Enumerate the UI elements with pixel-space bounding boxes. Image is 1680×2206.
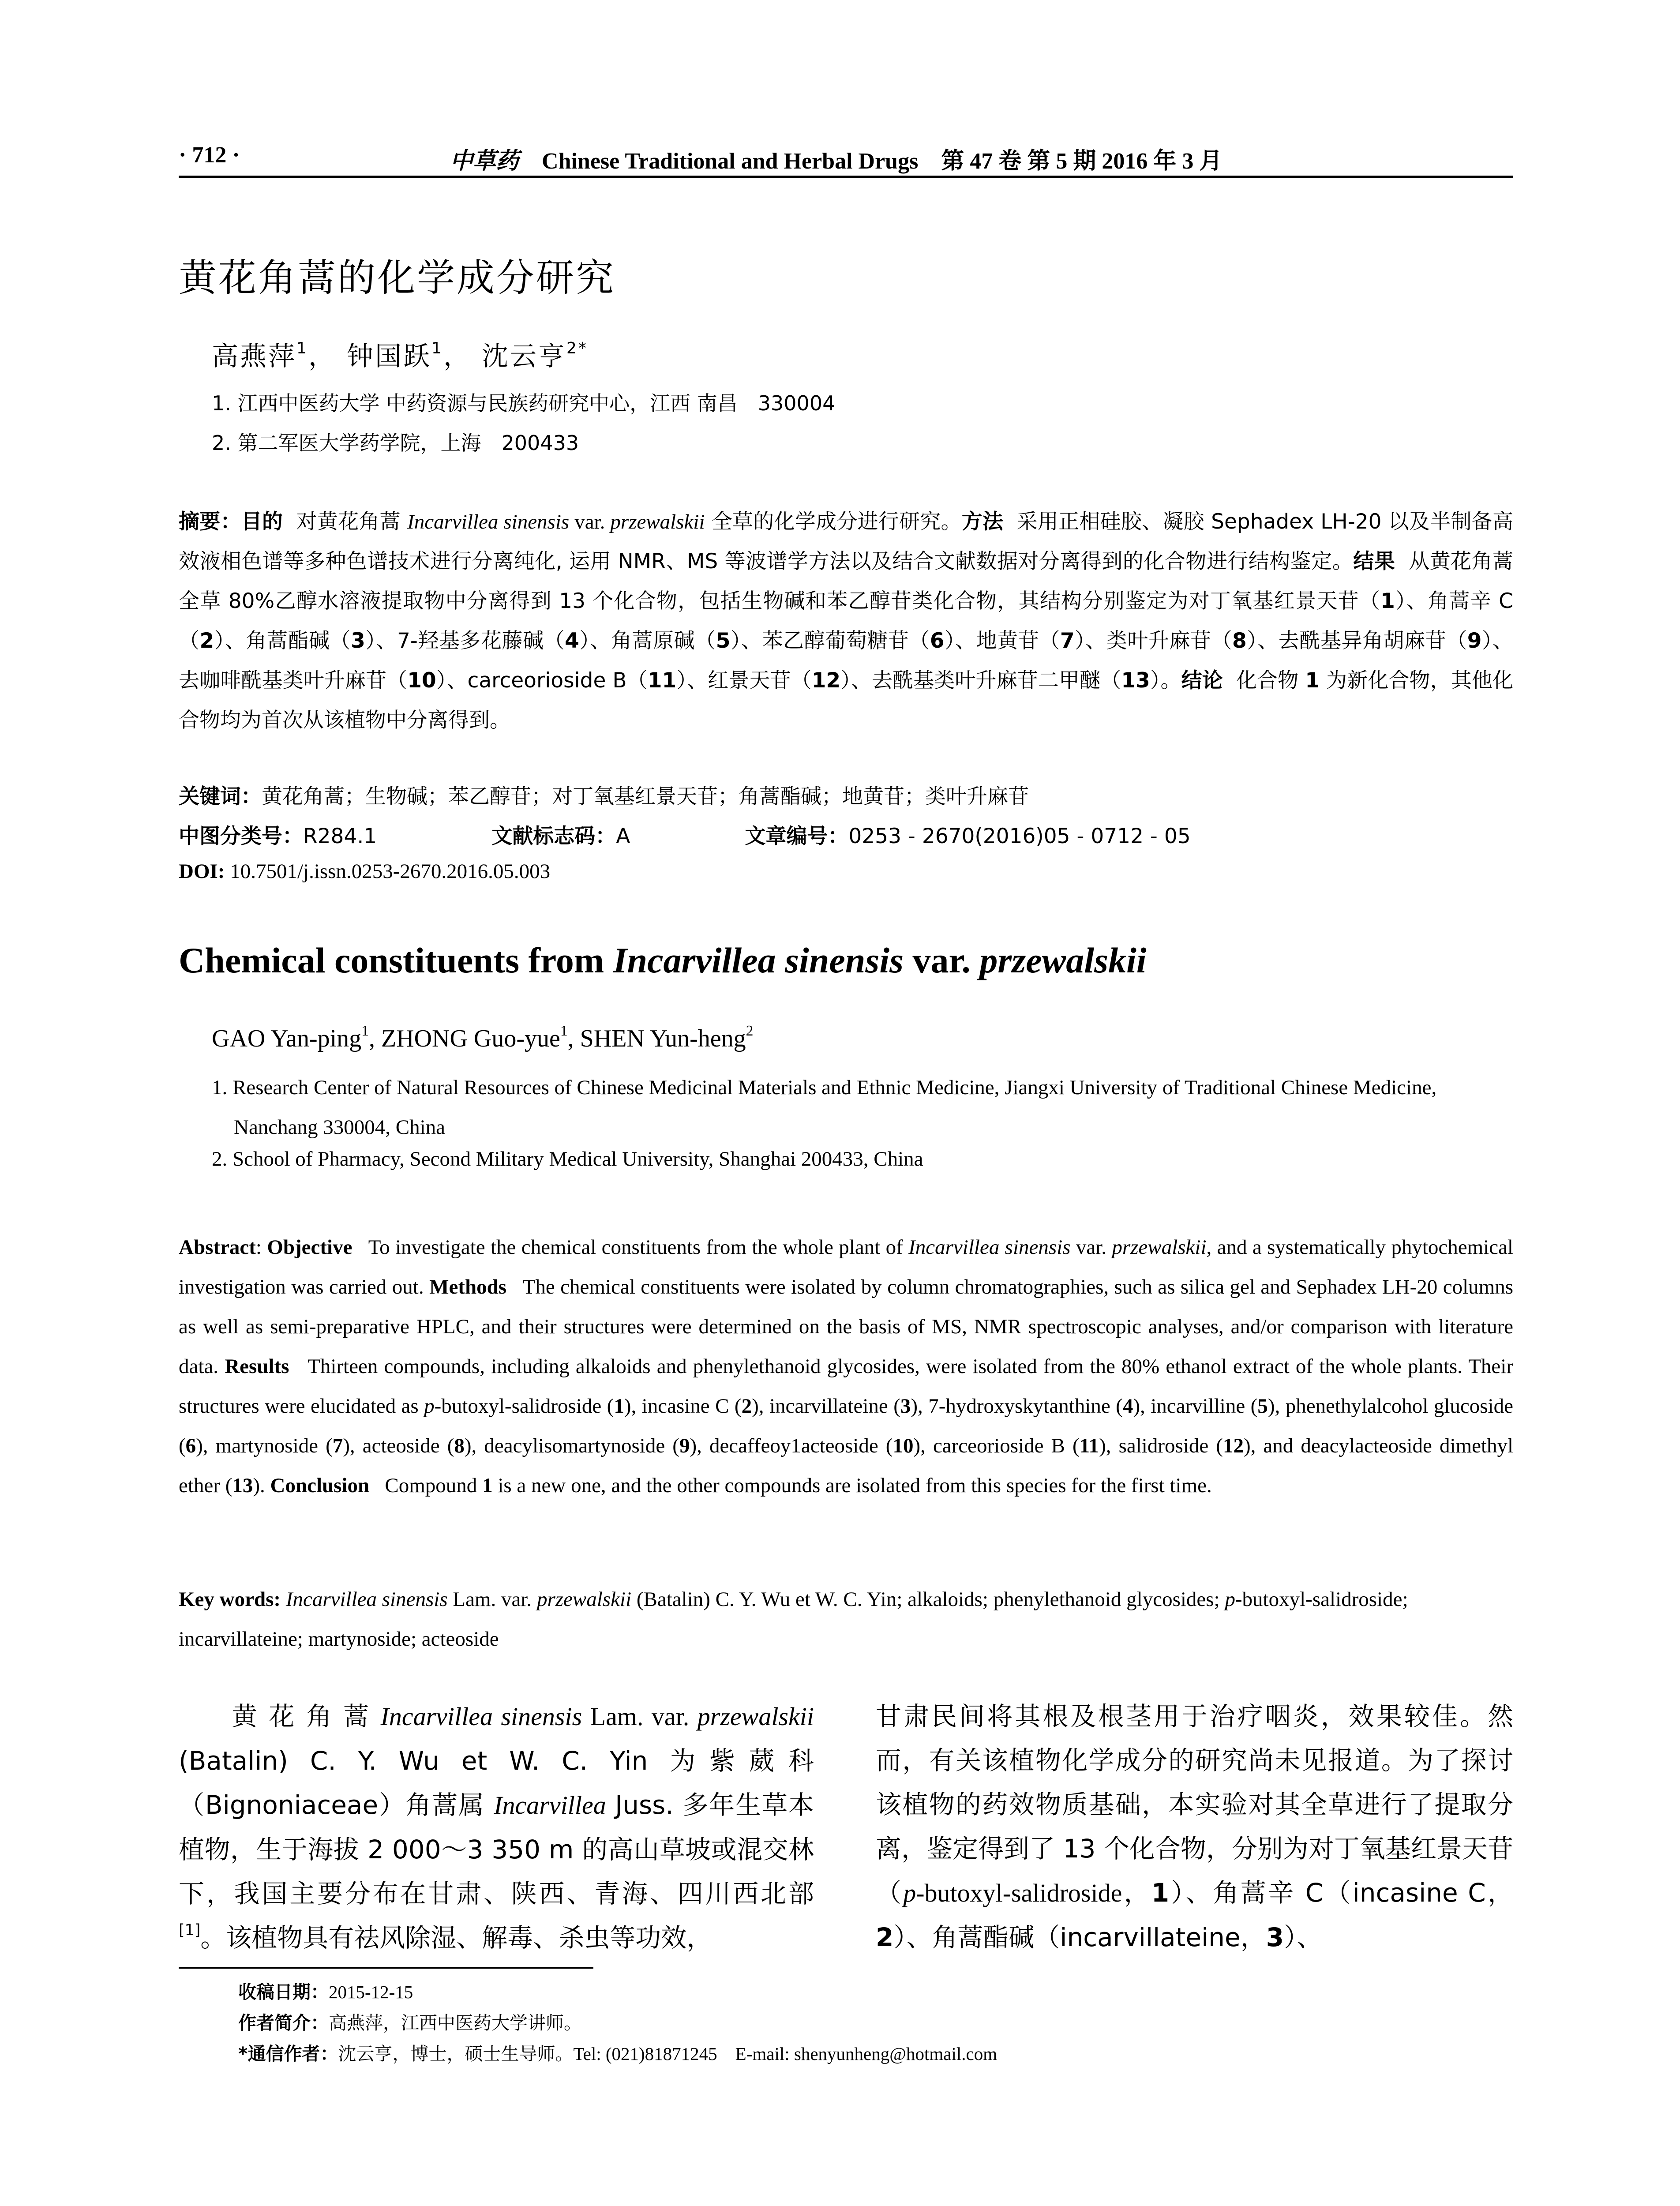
- clc-value: R284.1: [303, 824, 377, 848]
- author-name: 钟国跃: [346, 341, 431, 372]
- footnote-corresponding: *通信作者：沈云亨，博士，硕士生导师。Tel: (021)81871245 E-mail: shenyunheng@hotmail.com: [238, 2043, 998, 2064]
- citation-ref[interactable]: [1]: [179, 1921, 201, 1939]
- body-column-left: 黄 花 角 蒿 Incarvillea sinensis Lam. var. przewalskii (Batalin) C. Y. Wu et W. C. Yin 为紫葳科（Bignoniaceae）角蒿属 Incarvillea Juss. 多年生草本植物，生于海拔 2 000～3 350 m 的高山草坡或混交林下，我国主要分布在甘肃、陕西、青海、四川西北部[1]。该植物具有祛风除湿、解毒、杀虫等功效，: [179, 1701, 814, 1953]
- species-name: Incarvillea sinensis: [908, 1236, 1071, 1259]
- abstract-text: 全草的化学成分进行研究。: [705, 510, 962, 534]
- en-affiliation-1: 1. Research Center of Natural Resources of Chinese Medicinal Materials and Ethnic Medicine, Jiangxi University of Traditional Chinese Medicine, Nanchang 330004, China: [212, 1076, 1437, 1139]
- cn-affiliation-2: 2. 第二军医大学药学院，上海 200433: [212, 431, 579, 455]
- methods-label: 方法: [961, 510, 1004, 534]
- footnote-author-bio: 作者简介：高燕萍，江西中医药大学讲师。: [238, 2012, 582, 2033]
- conclusion-label: 结论: [1181, 668, 1223, 693]
- results-label: Results: [225, 1355, 289, 1378]
- cn-title: 黄花角蒿的化学成分研究: [179, 256, 615, 300]
- doi-label: DOI:: [179, 860, 225, 883]
- author-sup: 1: [431, 339, 443, 357]
- author-name: SHEN Yun-heng: [580, 1025, 746, 1052]
- species-name: Incarvillea sinensis: [613, 940, 904, 980]
- en-title: Chemical constituents from Incarvillea sinensis var. przewalskii: [179, 940, 1147, 980]
- cn-keywords: [179, 780, 1029, 810]
- doi-value[interactable]: 10.7501/j.issn.0253-2670.2016.05.003: [225, 860, 551, 883]
- keywords-label: 关键词：: [179, 784, 262, 809]
- abstract-text: 对黄花角蒿: [296, 510, 408, 534]
- variety-name: przewalskii: [979, 940, 1147, 980]
- abstract-text: 化合物: [1236, 668, 1305, 693]
- results-label: 结果: [1353, 549, 1395, 574]
- body-column-right: 甘肃民间将其根及根茎用于治疗咽炎，效果较佳。然而，有关该植物化学成分的研究尚未见报道。为了探讨该植物的药效物质基础，本实验对其全草进行了提取分离，鉴定得到了 13 个化合物，分别为对丁氧基红景天苷（p-butoxyl-salidroside，1）、角蒿辛 C（incasine C，2）、角蒿酯碱（incarvillateine，3）、: [876, 1701, 1513, 1952]
- en-keywords: Key words: Incarvillea sinensis Lam. var. przewalskii (Batalin) C. Y. Wu et W. C. Yin; alkaloids; phenylethanoid glycosides; p-butoxyl-salidroside; incarvillateine; martynoside; acteoside: [179, 1588, 1408, 1651]
- journal-name-en: Chinese Traditional and Herbal Drugs: [542, 149, 919, 174]
- abstract-text: var.: [569, 510, 611, 533]
- variety-name: przewalskii: [1112, 1236, 1207, 1259]
- abstract-label: 摘要：: [179, 510, 241, 534]
- species-name: Incarvillea sinensis: [407, 510, 570, 533]
- cn-authors: 高燕萍$^1$， 钟国跃$^1$， 沈云亨$^{2*}$: [212, 339, 588, 372]
- header-rule: [179, 176, 1513, 178]
- doc-code-label: 文献标志码：: [491, 824, 616, 848]
- conclusion-label: Conclusion: [270, 1474, 370, 1497]
- running-header: [450, 142, 1222, 175]
- results-text: 从黄花角蒿全草 80%乙醇水溶液提取物中分离得到 13 个化合物，包括生物碱和苯乙醇苷类化合物，其结构分别鉴定为对丁氧基红景天苷（1）、角蒿辛 C（2）、角蒿酯碱（3）、7-羟基多花藤碱（4）、角蒿原碱（5）、苯乙醇葡萄糖苷（6）、地黄苷（7）、类叶升麻苷（8）、去酰基异角胡麻苷（9）、去咖啡酰基类叶升麻苷（10）、carceorioside B（11）、红景天苷（12）、去酰基类叶升麻苷二甲醚（13）。: [179, 549, 1514, 693]
- compound-list: p-butoxyl-salidroside (1), incasine C (2), incarvillateine (3), 7-hydroxyskytanthine (4), incarvilline (5), phenethylalcohol glucoside (6), martynoside (7), acteoside (8), deacylisomartynoside (9), decaffeoy1acteoside (10), carceorioside B (11), salidroside (12), and deacylacteoside dimethyl ether (13).: [179, 1395, 1514, 1497]
- cn-affiliation-1: 1. 江西中医药大学 中药资源与民族药研究中心，江西 南昌 330004: [212, 391, 836, 415]
- methods-label: Methods: [429, 1276, 507, 1298]
- cn-abstract: [179, 502, 1513, 740]
- en-abstract: Abstract: Objective To investigate the chemical constituents from the whole plant of Incarvillea sinensis var. przewalskii, and a systematically phytochemical investigation was carried out. Methods The chemical constituents were isolated by column chromatographies, such as silica gel and Sephadex LH-20 columns as well as semi-preparative HPLC, and their structures were determined on the basis of MS, NMR spectroscopic analyses, and/or comparison with literature data. Results Thirteen compounds, including alkaloids and phenylethanoid glycosides, were isolated from the 80% ethanol extract of the whole plants. Their structures were elucidated as p-butoxyl-salidroside (1), incasine C (2), incarvillateine (3), 7-hydroxyskytanthine (4), incarvilline (5), phenethylalcohol glucoside (6), martynoside (7), acteoside (8), deacylisomartynoside (9), decaffeoy1acteoside (10), carceorioside B (11), salidroside (12), and deacylacteoside dimethyl ether (13). Conclusion Compound 1 is a new one, and the other compounds are isolated from this species for the first time.: [179, 1236, 1514, 1497]
- journal-name-cn: 中草药: [450, 148, 519, 174]
- doi-line: [179, 859, 550, 883]
- author-sup: 1: [296, 339, 308, 357]
- doc-code-value: A: [616, 824, 630, 848]
- issue-info: 第 47 卷 第 5 期 2016 年 3 月: [941, 149, 1222, 174]
- author-name: 高燕萍: [212, 341, 296, 372]
- genus-name: Incarvillea: [494, 1791, 606, 1820]
- compound-number: 1: [482, 1474, 493, 1497]
- keywords-text: 黄花角蒿；生物碱；苯乙醇苷；对丁氧基红景天苷；角蒿酯碱；地黄苷；类叶升麻苷: [262, 784, 1029, 809]
- en-authors: GAO Yan-ping$^1$, ZHONG Guo-yue$^1$, SHEN Yun-heng$^2$: [212, 1022, 754, 1052]
- article-number-label: 文章编号：: [745, 824, 849, 848]
- objective-label: Objective: [267, 1236, 352, 1259]
- author-name: 沈云亨: [481, 341, 566, 372]
- keywords-label: Key words:: [179, 1588, 281, 1611]
- footnote-received: 收稿日期：2015-12-15: [238, 1981, 413, 2003]
- abstract-label: Abstract: [179, 1236, 256, 1259]
- clc-label: 中图分类号：: [179, 824, 303, 848]
- variety-name: przewalskii: [610, 510, 705, 533]
- footnote-rule: [179, 1967, 593, 1969]
- article-number-value: 0253 - 2670(2016)05 - 0712 - 05: [848, 824, 1191, 848]
- abstract-text: 采用正相硅胶、凝胶 Sephadex LH-20 以及半制备高效液相色谱等多种色谱技术进行分离纯化, 运用 NMR、MS 等波谱学方法以及结合文献数据对分离得到的化合物进行结构鉴定。: [179, 510, 1513, 574]
- species-name: Incarvillea sinensis: [380, 1702, 582, 1731]
- classification-line: [179, 820, 1191, 849]
- author-sup: 2*: [566, 339, 588, 357]
- page-number: · 712 ·: [179, 143, 240, 168]
- author-name: GAO Yan-ping: [212, 1025, 362, 1052]
- abstract-text: 为新化合物，其他化合物均为首次从该植物中分离得到。: [179, 668, 1514, 732]
- en-affiliation-2: 2. School of Pharmacy, Second Military Medical University, Shanghai 200433, China: [212, 1148, 923, 1171]
- author-name: ZHONG Guo-yue: [381, 1025, 560, 1052]
- objective-label: 目的: [241, 510, 283, 534]
- compound-number: 1: [1305, 668, 1320, 693]
